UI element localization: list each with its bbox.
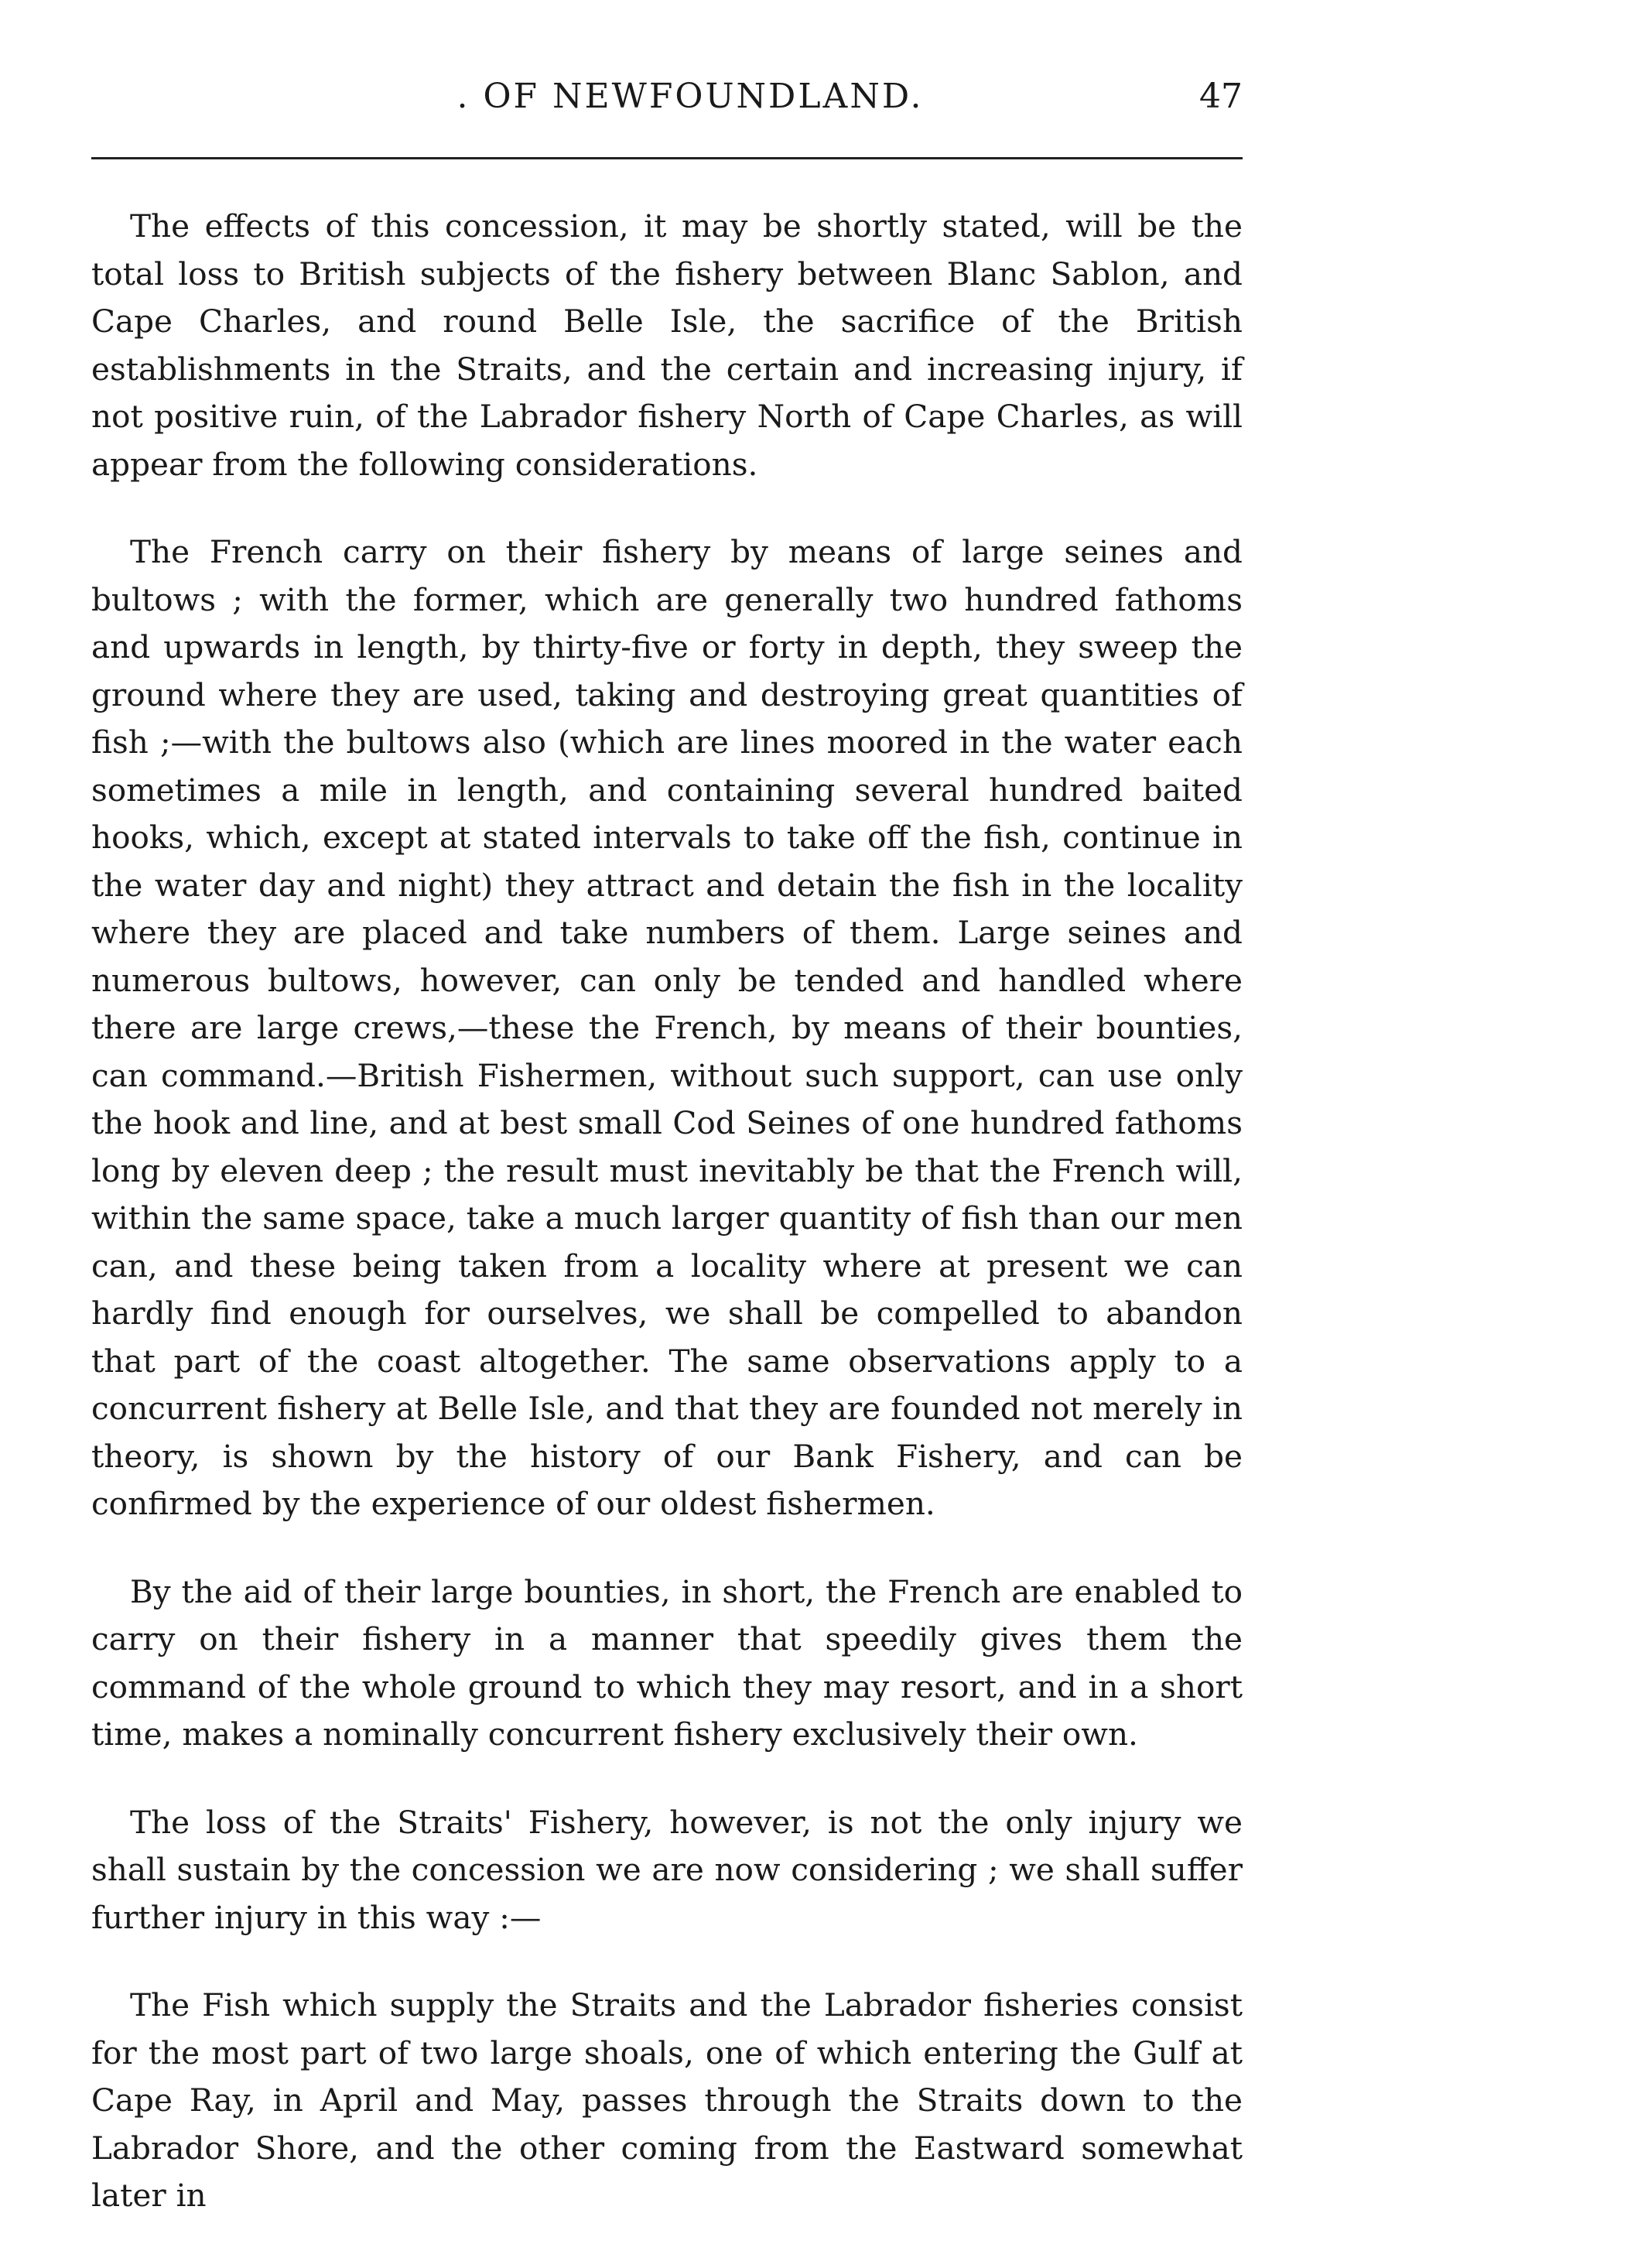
page-number: 47 bbox=[1199, 77, 1243, 116]
paragraph: The loss of the Straits' Fishery, however, is not the only injury we shall sustain by the concession we are now considering ; we shall suffer further injury in this way :— bbox=[91, 1803, 1243, 1936]
paragraph: The effects of this concession, it may be shortly stated, will be the total loss to British subjects of the fishery between Blanc Sablon, and Cape Charles, and round Belle Isle, the sacrifice of the British establishments in the Straits, and the certain and increasing injury, if not positive ruin, of the Labrador fishery North of Cape Charles, as will appear from the following considerations. bbox=[91, 207, 1243, 483]
header-rule bbox=[91, 157, 1243, 159]
text-body bbox=[91, 203, 1243, 2220]
page-header bbox=[91, 74, 1243, 135]
book-page bbox=[91, 74, 1243, 2220]
paragraph: The French carry on their fishery by means of large seines and bultows ; with the former, which are generally two hundred fathoms and upwards in length, by thirty-five or forty in depth, they sweep the ground where they are used, taking and destroying great quantities of fish ;—with the bultows also (which are lines moored in the water each sometimes a mile in length, and containing several hundred baited hooks, which, except at stated intervals to take off the fish, continue in the water day and night) they attract and detain the fish in the locality where they are placed and take numbers of them. Large seines and numerous bultows, however, can only be tended and handled where there are large crews,—these the French, by means of their bounties, can command.—British Fishermen, without such support, can use only the hook and line, and at best small Cod Seines of one hundred fathoms long by eleven deep ; the result must inevitably be that the French will, within the same space, take a much larger quantity of fish than our men can, and these being taken from a locality where at present we can hardly find enough for ourselves, we shall be compelled to abandon that part of the coast altogether. The same observations apply to a concurrent fishery at Belle Isle, and that they are founded not merely in theory, is shown by the history of our Bank Fishery, and can be confirmed by the experience of our oldest fishermen. bbox=[91, 533, 1243, 1522]
paragraph: By the aid of their large bounties, in short, the French are enabled to carry on their fishery in a manner that speedily gives them the command of the whole ground to which they may resort, and in a short time, makes a nominally concurrent fishery exclusively their own. bbox=[91, 1572, 1243, 1753]
running-head: . OF NEWFOUNDLAND. bbox=[456, 77, 924, 116]
paragraph: The Fish which supply the Straits and the Labrador fisheries consist for the most part of two large shoals, one of which entering the Gulf at Cape Ray, in April and May, passes through the Straits down to the Labrador Shore, and the other coming from the Eastward somewhat later in bbox=[91, 1986, 1243, 2214]
